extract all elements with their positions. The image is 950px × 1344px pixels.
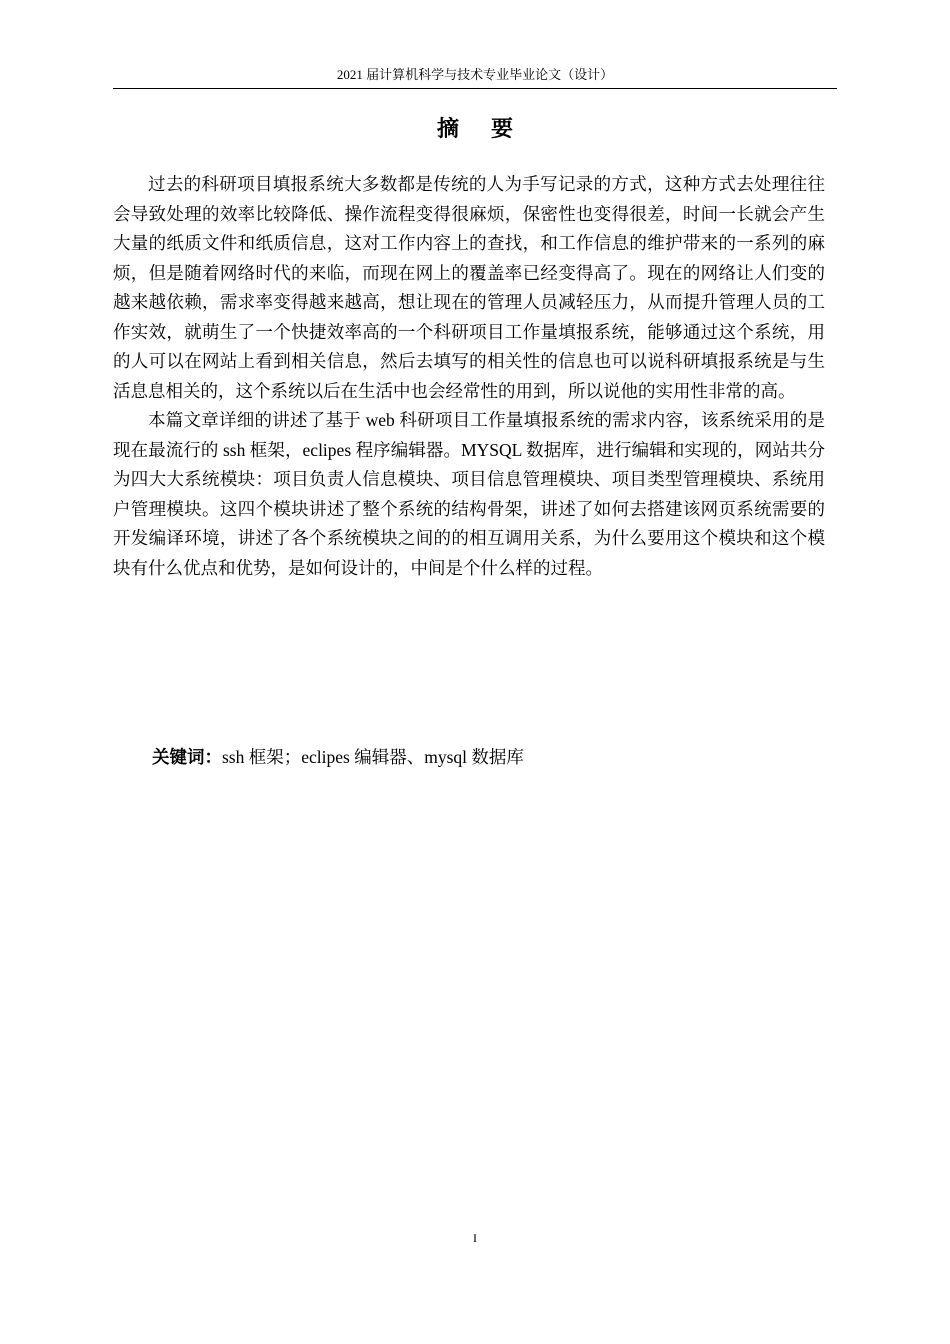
keywords-label: 关键词： [152, 748, 222, 768]
keywords-text: ssh 框架；eclipes 编辑器、mysql 数据库 [222, 747, 524, 767]
page-number: I [473, 1231, 477, 1245]
keywords-line [152, 743, 524, 774]
page-title: 摘要 [436, 117, 545, 142]
page-header [113, 64, 837, 89]
abstract-paragraph-1: 过去的科研项目填报系统大多数都是传统的人为手写记录的方式，这种方式去处理往往会导致处理的效率比较降低、操作流程变得很麻烦，保密性也变得很差，时间一长就会产生大量的纸质文件和纸质信息，这对工作内容上的查找，和工作信息的维护带来的一系列的麻烦，但是随着网络时代的来临，而现在网上的覆盖率已经变得高了。现在的网络让人们变的越来越依赖，需求率变得越来越高，想让现在的管理人员减轻压力，从而提升管理人员的工作实效，就萌生了一个快捷效率高的一个科研项目工作量填报系统，能够通过这个系统，用的人可以在网站上看到相关信息，然后去填写的相关性的信息也可以说科研填报系统是与生活息息相关的，这个系统以后在生活中也会经常性的用到，所以说他的实用性非常的高。 [113, 174, 825, 401]
header-text: 2021 届计算机科学与技术专业毕业论文（设计） [336, 67, 614, 82]
abstract-paragraph-2: 本篇文章详细的讲述了基于 web 科研项目工作量填报系统的需求内容，该系统采用的是现在最流行的 ssh 框架，eclipes 程序编辑器。MYSQL 数据库，进行编辑和实现的，网站共分为四大大系统模块：项目负责人信息模块、项目信息管理模块、项目类型管理模块、系统用户管理模块。这四个模块讲述了整个系统的结构骨架，讲述了如何去搭建该网页系统需要的开发编译环境，讲述了各个系统模块之间的的相互调用关系，为什么要用这个模块和这个模块有什么优点和优势，是如何设计的，中间是个什么样的过程。 [113, 410, 825, 578]
abstract-body [113, 170, 825, 583]
